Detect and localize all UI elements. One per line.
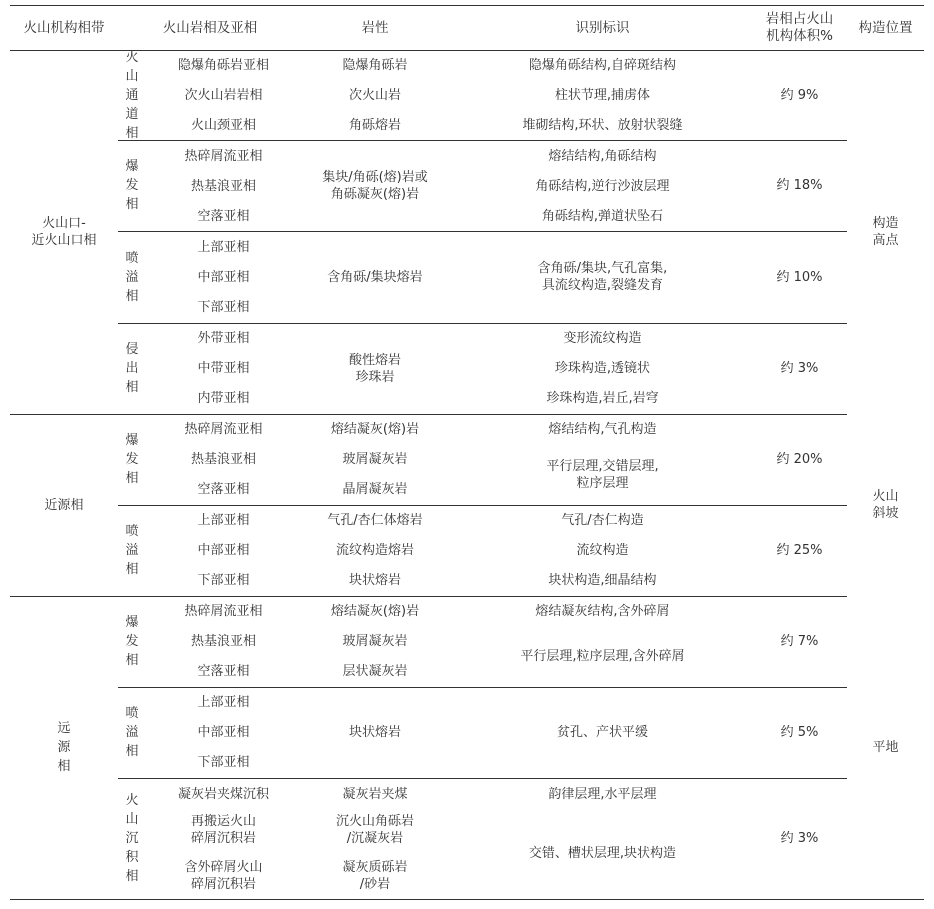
volume-cell: 约 18% (776, 178, 823, 193)
marks-cell: 交错、槽状层理,块状构造 (528, 846, 677, 861)
marks-cell: 珍珠构造,岩丘,岩穹 (546, 390, 659, 406)
rule-bottom (10, 899, 924, 900)
rule (118, 140, 847, 141)
volume-cell: 约 5% (780, 725, 819, 740)
subfacies-cell: 下部亚相 (197, 299, 250, 315)
lithology-cell: 流纹构造熔岩 (335, 542, 414, 558)
facies-cell: 爆 发 相 (125, 433, 139, 486)
position-cell: 火山 斜坡 (872, 489, 899, 521)
subfacies-cell: 上部亚相 (197, 694, 250, 710)
lithology-cell: 沉火山角砾岩 /沉凝灰岩 (335, 814, 414, 846)
header-position: 构造位置 (858, 19, 913, 36)
facies-cell: 喷 溢 相 (125, 524, 139, 577)
subfacies-cell: 再搬运火山 碎屑沉积岩 (190, 814, 256, 846)
subfacies-cell: 下部亚相 (197, 572, 250, 588)
header-zone: 火山机构相带 (23, 19, 105, 36)
marks-cell: 柱状节理,捕虏体 (554, 87, 651, 103)
rule (118, 323, 847, 324)
subfacies-cell: 次火山岩岩相 (184, 87, 263, 103)
volume-cell: 约 3% (780, 361, 819, 376)
subfacies-cell: 空落亚相 (197, 663, 250, 679)
marks-cell: 角砾结构,弹道状坠石 (541, 208, 664, 224)
subfacies-cell: 内带亚相 (197, 390, 250, 406)
lithology-cell: 气孔/杏仁体熔岩 (327, 512, 423, 528)
marks-cell: 熔结结构,气孔构造 (548, 421, 657, 437)
marks-cell: 隐爆角砾结构,自碎斑结构 (528, 57, 677, 73)
marks-cell: 平行层理,粒序层理,含外碎屑 (520, 648, 685, 664)
volume-cell: 约 10% (776, 269, 823, 285)
zone-cell: 远 源 相 (57, 721, 71, 774)
marks-cell: 块状构造,细晶结构 (548, 572, 657, 588)
marks-cell: 贫孔、产状平缓 (556, 725, 648, 740)
facies-cell: 火 山 通 道 相 (125, 49, 139, 141)
lithology-cell: 块状熔岩 (348, 725, 401, 740)
subfacies-cell: 热碎屑流亚相 (184, 603, 263, 619)
facies-cell: 火 山 沉 积 相 (125, 793, 139, 884)
subfacies-cell: 热基浪亚相 (190, 451, 256, 467)
marks-cell: 气孔/杏仁构造 (561, 512, 644, 528)
subfacies-cell: 火山颈亚相 (190, 117, 256, 133)
volume-cell: 约 3% (780, 831, 819, 846)
subfacies-cell: 含外碎屑火山 碎屑沉积岩 (184, 860, 263, 892)
marks-cell: 流纹构造 (576, 542, 629, 558)
position-cell: 构造 高点 (872, 216, 899, 248)
subfacies-cell: 热基浪亚相 (190, 633, 256, 649)
subfacies-cell: 空落亚相 (197, 208, 250, 224)
subfacies-cell: 隐爆角砾岩亚相 (177, 57, 269, 73)
marks-cell: 熔结凝灰结构,含外碎屑 (535, 603, 670, 619)
marks-cell: 熔结结构,角砾结构 (548, 148, 657, 164)
lithology-cell: 次火山岩 (348, 87, 401, 103)
lithology-cell: 玻屑凝灰岩 (342, 633, 408, 649)
volume-cell: 约 7% (780, 634, 819, 649)
marks-cell: 堆砌结构,环状、放射状裂缝 (522, 117, 683, 133)
lithology-cell: 晶屑凝灰岩 (342, 481, 408, 497)
header-lithology: 岩性 (361, 19, 389, 36)
facies-cell: 喷 溢 相 (125, 250, 139, 304)
subfacies-cell: 外带亚相 (197, 330, 250, 346)
zone-cell: 火山口- 近火山口相 (31, 216, 97, 248)
lithology-cell: 酸性熔岩 珍珠岩 (348, 352, 401, 385)
lithology-cell: 隐爆角砾岩 (342, 57, 408, 73)
facies-cell: 爆 发 相 (125, 615, 139, 668)
rule (118, 505, 847, 506)
position-cell: 平地 (872, 740, 899, 755)
volume-cell: 约 25% (776, 543, 823, 558)
rule (118, 778, 847, 779)
zone-cell: 近源相 (44, 497, 84, 513)
subfacies-cell: 中带亚相 (197, 360, 250, 376)
volume-cell: 约 20% (776, 452, 823, 467)
facies-cell: 侵 出 相 (125, 342, 139, 395)
facies-cell: 喷 溢 相 (125, 706, 139, 759)
header-volume: 岩相占火山 机构体积% (765, 11, 834, 44)
subfacies-cell: 热碎屑流亚相 (184, 421, 263, 437)
lithology-cell: 凝灰质砾岩 /砂岩 (342, 860, 408, 892)
subfacies-cell: 中部亚相 (197, 724, 250, 740)
marks-cell: 韵律层理,水平层理 (548, 786, 657, 802)
lithology-cell: 层状凝灰岩 (342, 663, 408, 679)
header-marks: 识别标识 (575, 19, 630, 36)
subfacies-cell: 热基浪亚相 (190, 178, 256, 194)
lithology-cell: 玻屑凝灰岩 (342, 451, 408, 467)
facies-cell: 爆 发 相 (125, 159, 139, 212)
lithology-cell: 凝灰岩夹煤 (342, 786, 408, 802)
header-facies: 火山岩相及亚相 (162, 19, 258, 36)
subfacies-cell: 凝灰岩夹煤沉积 (177, 786, 269, 802)
marks-cell: 角砾结构,逆行沙波层理 (535, 178, 670, 194)
lithology-cell: 熔结凝灰(熔)岩 (330, 603, 420, 619)
volume-cell: 约 9% (780, 87, 819, 103)
subfacies-cell: 上部亚相 (197, 239, 250, 255)
subfacies-cell: 热碎屑流亚相 (184, 148, 263, 164)
subfacies-cell: 中部亚相 (197, 542, 250, 558)
marks-cell: 含角砾/集块,气孔富集, 具流纹构造,裂缝发育 (537, 261, 668, 293)
marks-cell: 珍珠构造,透镜状 (554, 360, 651, 376)
lithology-cell: 集块/角砾(熔)岩或 角砾凝灰(熔)岩 (322, 169, 428, 202)
marks-cell: 变形流纹构造 (563, 330, 642, 346)
lithology-cell: 块状熔岩 (348, 572, 401, 588)
lithology-cell: 含角砾/集块熔岩 (327, 269, 423, 285)
lithology-cell: 角砾熔岩 (348, 117, 401, 133)
lithology-cell: 熔结凝灰(熔)岩 (330, 421, 420, 437)
subfacies-cell: 中部亚相 (197, 269, 250, 285)
subfacies-cell: 空落亚相 (197, 481, 250, 497)
marks-cell: 平行层理,交错层理, 粒序层理 (546, 459, 659, 491)
subfacies-cell: 下部亚相 (197, 754, 250, 770)
subfacies-cell: 上部亚相 (197, 512, 250, 528)
